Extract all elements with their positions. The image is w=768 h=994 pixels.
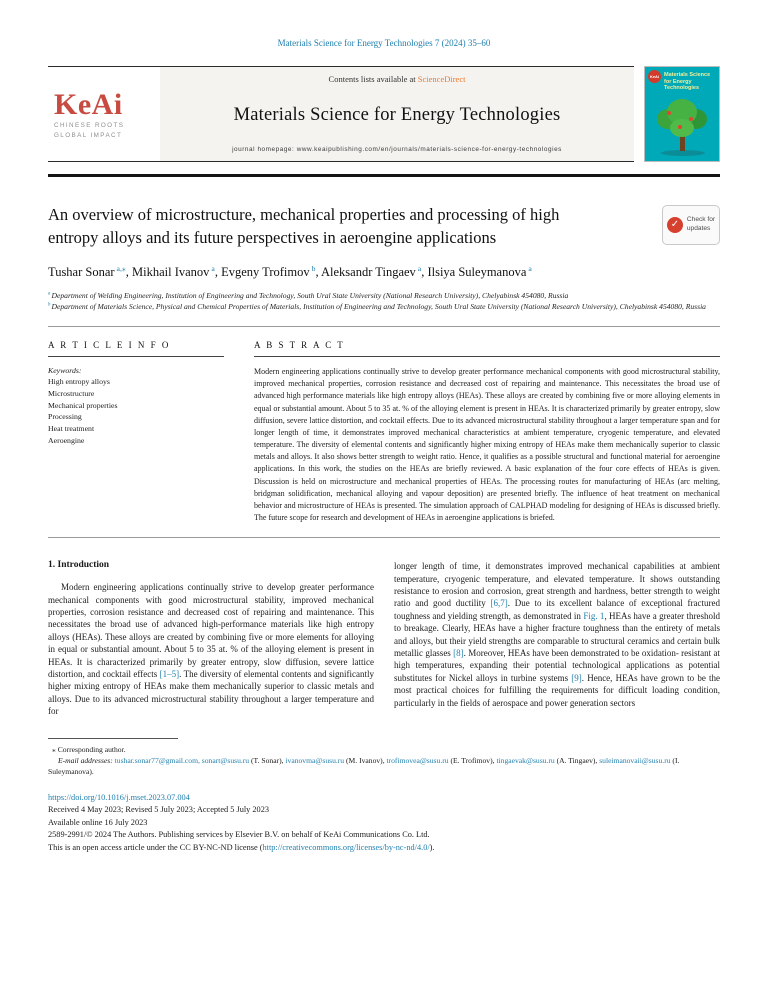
journal-citation-link[interactable]: Materials Science for Energy Technologies 7 (2024) 35–60 bbox=[277, 38, 491, 48]
introduction-paragraph-right bbox=[394, 560, 720, 709]
text-segment: longer length of time, it demonstrates improved mechanical capabilities at ambient temperature, cryogenic temperature, and elevated temperature. It shows outstanding resistance to erosion and corrosion, great strength and hardness, better strength to weight ratio and good ductility bbox=[394, 561, 720, 609]
crossmark-icon: ✓ bbox=[667, 217, 683, 233]
inline-link[interactable]: [9] bbox=[571, 672, 582, 683]
article-info-heading: A R T I C L E I N F O bbox=[48, 340, 224, 357]
inline-link[interactable]: tingaevak@susu.ru bbox=[496, 756, 555, 766]
journal-homepage-link[interactable]: journal homepage: www.keaipublishing.com/en/journals/materials-science-for-energy-technologies bbox=[232, 146, 562, 153]
text-segment: a bbox=[526, 264, 532, 274]
text-segment: , Mikhail Ivanov bbox=[125, 265, 210, 280]
text-segment: , Aleksandr Tingaev bbox=[315, 265, 416, 280]
title-row bbox=[48, 203, 720, 250]
text-segment: . The diversity of elemental contents and significantly higher mixing entropy of HEAs make them mechanically superior to classic metals and alloys. Due to its advanced microstructural stability throughout a larger temperature and for bbox=[48, 669, 374, 717]
inline-link[interactable]: trofimovea@susu.ru bbox=[386, 756, 449, 766]
text-segment: a,⁎ bbox=[114, 264, 126, 274]
contents-lists-text: Contents lists available at bbox=[328, 74, 418, 84]
text-segment: (T. Sonar), bbox=[249, 756, 286, 766]
text-segment: . Due to its excellent balance of exceptional fractured toughness and yielding strength, as demonstrated in bbox=[394, 598, 720, 621]
affiliation-b bbox=[48, 301, 720, 313]
email-addresses-line bbox=[48, 755, 720, 778]
article-title: An overview of microstructure, mechanical properties and processing of high entropy alloys and its future perspectives in aeroengine applications bbox=[48, 204, 560, 248]
keai-tagline-2: GLOBAL IMPACT bbox=[54, 131, 123, 139]
divider-thick bbox=[48, 174, 720, 177]
keyword-item: Mechanical properties bbox=[48, 400, 118, 410]
inline-link[interactable]: ivanovma@susu.ru bbox=[285, 756, 345, 766]
text-segment: a bbox=[209, 264, 215, 274]
journal-header bbox=[48, 66, 720, 162]
text-segment: Department of Materials Science, Physical and Chemical Properties of Materials, Institution of Engineering and Technology, South Ural State University (National Research University), Chelyabinsk 454080, Russia bbox=[51, 302, 706, 312]
text-segment: (E. Trofimov), bbox=[448, 756, 497, 766]
text-segment: . Hence, HEAs have grown to be the most practical choices for fulfilling the requirements for difficult loading condition, particularly in the fields of aerospace and power generation sectors bbox=[394, 672, 720, 708]
license-line bbox=[48, 842, 720, 854]
text-segment: E-mail addresses: bbox=[58, 756, 115, 766]
journal-cover-thumbnail[interactable] bbox=[644, 66, 720, 162]
keywords-label: Keywords: bbox=[48, 366, 82, 376]
section-heading-introduction: 1. Introduction bbox=[48, 560, 110, 571]
header-center bbox=[160, 67, 634, 161]
text-segment: a bbox=[48, 291, 52, 297]
keyword-item: Microstructure bbox=[48, 388, 95, 398]
keai-tagline-1: CHINESE ROOTS bbox=[54, 122, 125, 129]
text-segment: (M. Ivanov), bbox=[344, 756, 387, 766]
keai-cover-badge-text: KeAi bbox=[649, 74, 660, 79]
text-segment: (I. Suleymanova). bbox=[48, 756, 680, 777]
inline-link[interactable]: tushar.sonar77@gmail.com, sonart@susu.ru bbox=[114, 756, 250, 766]
text-segment: b bbox=[309, 264, 316, 274]
text-segment: , HEAs have a greater threshold to breakage. Clearly, HEAs have a higher fracture toughness than the entirety of metals and alloys, but their yield strengths are comparable to structural ceramics and certain bulk metallic glasses bbox=[394, 610, 720, 658]
text-segment: , Ilsiya Suleymanova bbox=[421, 265, 527, 280]
sciencedirect-link[interactable]: ScienceDirect bbox=[417, 74, 466, 84]
text-segment: , Evgeny Trofimov bbox=[214, 265, 310, 280]
check-for-updates-label bbox=[687, 216, 715, 232]
keai-logo[interactable] bbox=[48, 67, 160, 161]
text-segment: . Moreover, HEAs have been demonstrated to be oxidation- resistant at high temperatures, expanding their potential technological applications as potential substitutes for Nickel alloys in turbine systems bbox=[394, 648, 720, 683]
text-segment: ). bbox=[429, 842, 435, 852]
article-history-line: Received 4 May 2023; Revised 5 July 2023; Accepted 5 July 2023 bbox=[48, 805, 269, 815]
abstract-heading: A B S T R A C T bbox=[254, 340, 720, 357]
keyword-item: Processing bbox=[48, 412, 82, 422]
inline-link[interactable]: [1–5] bbox=[159, 669, 180, 679]
cover-journal-title: Materials Science for Energy Technologies bbox=[664, 72, 711, 92]
affiliations bbox=[48, 290, 720, 314]
keyword-item: High entropy alloys bbox=[48, 377, 110, 387]
info-abstract-section bbox=[48, 340, 720, 524]
journal-title: Materials Science for Energy Technologies bbox=[233, 104, 561, 125]
text-segment: Department of Welding Engineering, Institution of Engineering and Technology, South Ural State University (National Research University), Chelyabinsk 454080, Russia bbox=[51, 290, 569, 300]
available-online-line: Available online 16 July 2023 bbox=[48, 817, 148, 827]
introduction-paragraph-left bbox=[48, 581, 374, 717]
text-segment: a bbox=[415, 264, 422, 274]
text-segment: This is an open access article under the CC BY-NC-ND license ( bbox=[48, 842, 263, 852]
check-for-updates-line1: Check for bbox=[686, 216, 716, 224]
affiliation-a bbox=[48, 290, 720, 302]
text-segment: Tushar Sonar bbox=[48, 265, 115, 280]
divider-thin-top bbox=[48, 326, 720, 327]
inline-link[interactable]: suleimanovaii@susu.ru bbox=[599, 756, 671, 766]
check-for-updates-line2: updates bbox=[686, 224, 711, 232]
abstract-column bbox=[254, 340, 720, 524]
footnote-rule bbox=[48, 738, 178, 739]
inline-link[interactable]: http://creativecommons.org/licenses/by-nc-nd/4.0/ bbox=[262, 842, 430, 852]
inline-link[interactable]: Fig. 1 bbox=[583, 610, 605, 621]
text-segment: (A. Tingaev), bbox=[554, 756, 600, 766]
footnote-block bbox=[48, 738, 720, 778]
keyword-item: Heat treatment bbox=[48, 423, 95, 433]
author-list bbox=[48, 264, 720, 280]
keai-cover-badge bbox=[648, 70, 661, 83]
body-column-left bbox=[48, 560, 374, 717]
inline-link[interactable]: [6,7] bbox=[490, 598, 508, 609]
text-segment: b bbox=[48, 302, 52, 308]
copyright-line: 2589-2991/© 2024 The Authors. Publishing services by Elsevier B.V. on behalf of KeAi Communications Co. Ltd. bbox=[48, 830, 430, 840]
divider-thin-bottom bbox=[48, 537, 720, 538]
header-band bbox=[48, 66, 634, 162]
text-segment: Modern engineering applications continually strive to develop greater performance mechanical components with good microstructural stability, improved mechanical properties, corrosion resistance and decreased cost of repairing and maintenance. This necessitates the broad use of advanced high-performance materials like high entropy alloys (HEAs). These alloys are created by combining five or more elements for alloying in equal or substantial amount. About 5 to 35 at. % of the alloying element is present in HEAs. It is characterized primarily by greater entropy, slow diffusion, severe lattice distortion, and cocktail effects bbox=[48, 582, 374, 679]
inline-link[interactable]: [8] bbox=[453, 648, 464, 658]
doi-link[interactable]: https://doi.org/10.1016/j.mset.2023.07.004 bbox=[48, 792, 190, 802]
introduction-section bbox=[48, 560, 720, 717]
abstract-text: Modern engineering applications continually strive to develop greater performance mechanical components with good microstructural stability, improved mechanical properties, corrosion resistance and decreased cost of repairing and maintenance. This necessitates the broad use of advanced high performance materials like high entropy alloys (HEAs). These alloys are created by combining five or more alloying elements in equal or substantial amount. About 5 to 35 at. % of the alloying element is present in HEAs. It is characterized primarily by greater entropy, slow diffusion, severe lattice distortion, and cocktail effects. Due to its advanced microstructural stability throughout a larger temperature span and for longer length of time, it demonstrates improved mechanical characteristics at ambient temperature, cryogenic temperature, and elevated temperature. The diversity of elemental contents and significantly higher mixing entropy of HEAs make them mechanically superior to classic metals and alloys. It also shows better strength to weight ratio. Hence, it qualifies as a possible structural and functional material for aeroengine applications. In this work, the studies on the HEAs are briefly reviewed. A basic explanation of the four core effects of HEAs is given. Discussion is held on microstructure and mechanical properties of HEAs. The processing routes for manufacturing of HEAs (arc melting, bridgman solidification, mechanical alloying and vapour deposition) are presented briefly. The influence of heat treatment on mechanical behavior and microstructure of HEAs is presented. The simulation approach of CALPHAD modeling for designing of HEAs is discussed briefly. The future scope for research and development of HEAs in aeroengine applications is briefed. bbox=[254, 367, 720, 522]
article-info-column bbox=[48, 340, 224, 524]
body-column-right bbox=[394, 560, 720, 717]
keai-wordmark: KeAi bbox=[54, 87, 123, 121]
corresponding-author-note: ⁎ Corresponding author. bbox=[52, 744, 126, 754]
check-for-updates-badge[interactable] bbox=[662, 205, 720, 245]
keyword-item: Aeroengine bbox=[48, 435, 85, 445]
contents-lists-line bbox=[329, 74, 466, 84]
footer-block bbox=[48, 792, 720, 854]
